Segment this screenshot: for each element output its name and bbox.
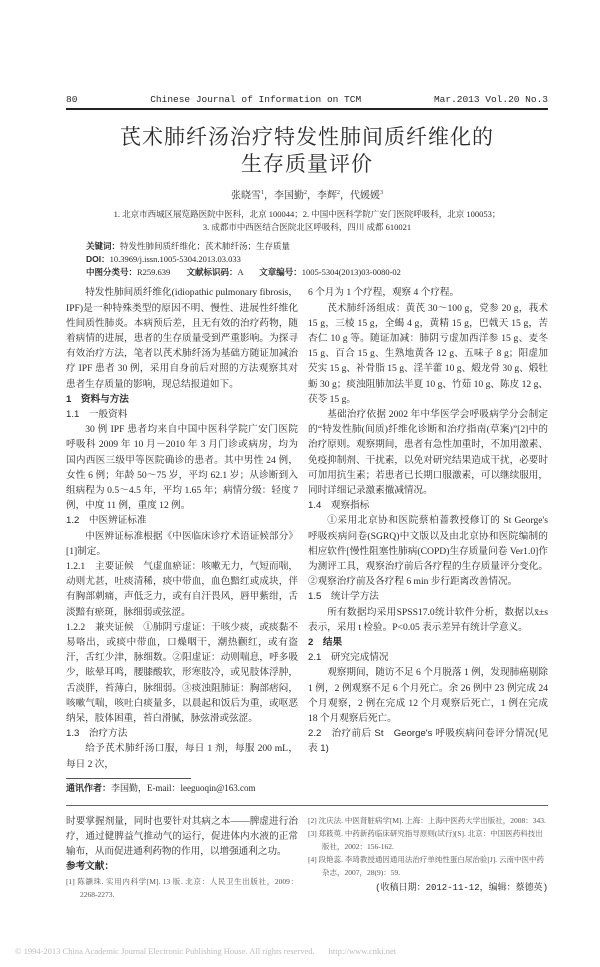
title-line-2: 生存质量评价: [241, 152, 373, 176]
two-column-body: [66, 285, 548, 795]
paragraph: 芪术肺纤汤组成：黄芪 30～100 g，党参 20 g，莪术 15 g，三棱 15 g，全蝎 4 g，黄精 15 g，巴戟天 15 g，苦杏仁 10 g 等。随证加减：肺阴亏虚加西洋参 15 g、麦冬 15 g、百合 15 g、生熟地黄各 12 g、五味子 8 g；阳虚加芡实 15 g、补骨脂 15 g、淫羊藿 10 g、煅龙骨 30 g、煅牡蛎 30 g；痰浊阻肺加法半夏 10 g、竹茹 10 g、陈皮 12 g、茯苓 15 g。: [308, 302, 548, 405]
page-number: 80: [66, 94, 78, 105]
paragraph: 6 个月为 1 个疗程，观察 4 个疗程。: [308, 287, 460, 299]
footnote-text: 李国勤，E-mail：leeguoqin@163.com: [111, 782, 256, 793]
doc-code-value: A: [237, 267, 244, 278]
author-affiliation-mark: 2: [337, 190, 340, 196]
author: 代媛媛: [350, 190, 380, 202]
reference-item: [3] 郑筱萸. 中药新药临床研究指导原则(试行)[S]. 北京：中国医药科技出版社，2002：156-162.: [308, 828, 543, 851]
paragraph: 30 例 IPF 患者均来自中国中医科学院广安门医院呼吸科 2009 年 10 月－2010 年 3 月门诊或病房，均为国内西医三级甲等医院确诊的患者。其中男性 24 例，女性 6 例；年龄 50～75 岁，平均 62.1 岁；从诊断到入组病程为 0.5～4.5 年，平均 1.65 年；病情分级：轻度 7 例，中度 11 例，重度 12 例。: [66, 424, 298, 512]
keywords-label: 关键词：: [86, 241, 121, 252]
corresponding-author: [66, 782, 298, 795]
section-rule: [66, 805, 548, 806]
section-heading: 1.5 统计学方法: [308, 591, 379, 603]
running-header: [66, 94, 548, 106]
affiliation-line: 3. 成都市中西医结合医院北区呼吸科，四川 成都 610021: [202, 222, 412, 233]
keywords-value: 特发性肺间质纤维化；芪术肺纤汤；生存质量: [120, 241, 291, 252]
continued-text: [66, 814, 298, 901]
affiliations: [66, 208, 548, 234]
paragraph: 1.2.1 主要证候 气虚血瘀证：咳嗽无力，气短而喘，动则尤甚，吐痰清稀，痰中带血，血色黯红或成块，伴有胸部刺痛，声低乏力，或有自汗畏风，唇甲紫绀，舌淡黯有瘀斑，脉细弱或弦涩。: [66, 560, 298, 618]
section-heading: 1.4 观察指标: [308, 500, 370, 512]
section-heading: 2 结果: [308, 637, 343, 648]
reference-item: [4] 段艳蕊. 李琦教授通因通用法治疗单纯性蛋白尿治验[J]. 云南中医中药杂志，2007，28(9)：59.: [308, 854, 545, 877]
section-heading: 1 资料与方法: [66, 393, 129, 405]
header-rule: [66, 108, 548, 110]
reference-item: [2] 沈庆法. 中医肾脏病学[M]. 上海：上海中医药大学出版社，2008：343.: [308, 815, 546, 825]
doi: [86, 253, 548, 266]
bottom-section: [66, 814, 548, 901]
paragraph: 特发性肺间质纤维化(idiopathic pulmonary fibrosis，IPF)是一种特殊类型的原因不明、慢性、进展性纤维化性间质性肺炎。本病预后差，且无有效的治疗药物，随着病情的进展，患者的生存质量受到严重影响。为探寻有效治疗方法，笔者以芪术肺纤汤为基础方随证加减治疗 IPF 患者 30 例，采用自身前后对照的方法观察其对患者生存质量的影响，现总结报道如下。: [66, 287, 298, 390]
keywords: [86, 240, 548, 253]
received-date: (收稿日期：2012-11-12，编辑：蔡德英): [375, 882, 548, 893]
section-heading: 2.2 治疗前后 St George's 呼吸疾病问卷评分情况(见表 1): [308, 728, 548, 755]
issue-info: Mar.2013 Vol.20 No.3: [433, 94, 548, 105]
paragraph: 1.2.2 兼夹证候 ①肺阴亏虚证：干咳少痰，或痰黏不易咯出，或痰中带血，口燥咽干，潮热颧红，或有盗汗，舌红少津，脉细数。②阳虚证：动则喘息，呼多吸少，眩晕耳鸣，腰膝酸软，形寒肢冷，或见肢体浮肿，舌淡胖，苔薄白，脉细弱。③痰浊阻肺证：胸部痞闷，咳嗽气喘，咳吐白痰量多，以晨起和饭后为重，或呕恶纳呆，肢体困重，苔白滑腻，脉弦滑或弦涩。: [66, 621, 298, 725]
author-affiliation-mark: 1: [261, 190, 264, 196]
classification: [86, 266, 548, 279]
paragraph: ①采用北京协和医院蔡柏蔷教授修订的 St George's 呼吸疾病问卷(SGRQ)中文版以及由北京协和医院编制的相应软件[慢性阻塞性肺病(COPD)生存质量问卷 Ver1.0]作为测评工具，观察治疗前后各疗程的生存质量评分变化。②观察治疗前及各疗程 6 min 步行距离改善情况。: [308, 515, 548, 588]
references-heading: 参考文献：: [66, 861, 114, 873]
left-column-wrapper: [66, 285, 298, 795]
section-heading: 2.1 研究完成情况: [308, 652, 389, 664]
doc-code-label: 文献标识码：: [186, 267, 238, 278]
author-list: 张晓雪$^1$，李国勤$^2$，李辉$^2$，代媛媛$^3$: [231, 190, 383, 202]
right-column: [308, 285, 548, 795]
paragraph: 基础治疗依据 2002 年中华医学会呼吸病学分会制定的“特发性肺(间质)纤维化诊断和治疗指南(草案)”[2]中的治疗原则。观察期间，患者有急性加重时，不加用激素、免疫抑制剂、干扰素，以免对研究结果造成干扰，必要时可加用抗生素；若患者已长期口服激素，可以继续服用，同时详细记录激素撤减情况。: [308, 408, 548, 496]
author: 李国勤: [274, 190, 304, 202]
clc-label: 中图分类号：: [86, 267, 138, 278]
clc-value: R259.639: [137, 267, 171, 278]
left-column: [66, 285, 298, 772]
journal-name: Chinese Journal of Information on TCM: [150, 94, 362, 105]
author: 张晓雪: [231, 190, 261, 202]
article-no-label: 文章编号：: [259, 267, 302, 278]
author-affiliation-mark: 2: [304, 190, 307, 196]
references-continued: [308, 814, 548, 901]
footnote-label: 通讯作者：: [66, 782, 112, 793]
article-title: [66, 124, 548, 178]
copyright-footer: [15, 945, 600, 957]
doi-label: DOI：: [86, 254, 110, 265]
paragraph: 观察期间，随访不足 6 个月脱落 1 例，发现肺癌剔除 1 例，2 例观察不足 6 个月死亡。余 26 例中 23 例完成 24 个月观察，2 例在完成 12 个月观察后死亡，1 例在完成 18 个月观察后死亡。: [308, 667, 548, 725]
section-heading: 1.2 中医辨证标准: [66, 515, 147, 527]
footnote-rule: [66, 778, 191, 779]
title-line-1: 芪术肺纤汤治疗特发性肺间质纤维化的: [120, 125, 494, 149]
cnki-url[interactable]: http://www.cnki.net: [328, 945, 397, 956]
author-affiliation-mark: 3: [380, 190, 383, 196]
paragraph: 所有数据均采用SPSS17.0统计软件分析，数据以x̄±s表示，采用 t 检验。P<0.05 表示差异有统计学意义。: [308, 606, 548, 633]
paragraph: 时要掌握剂量，同时也要针对其病之本——脾虚进行治疗，通过健脾益气推动气的运行，促进体内水液的正常输布，从而促进通利药物的作用，以增强通利之功。: [66, 815, 298, 858]
doi-value: 10.3969/j.issn.1005-5304.2013.03.033: [109, 254, 241, 265]
paragraph: 给予芪术肺纤汤口服，每日 1 剂，每服 200 mL，每日 2 次，: [66, 743, 298, 770]
author: 李辉: [317, 190, 337, 202]
copyright-text: © 1994-2013 China Academic Journal Electronic Publishing House. All rights reserved.: [15, 945, 315, 956]
section-heading: 1.1 一般资料: [66, 408, 128, 420]
affiliation-line: 1. 北京市西城区展览路医院中医科，北京 100044；2. 中国中医科学院广安门医院呼吸科，北京 100053；: [113, 209, 501, 220]
section-heading: 1.3 治疗方法: [66, 728, 128, 740]
article-no-value: 1005-5304(2013)03-0080-02: [301, 267, 401, 278]
reference-item: [1] 陈灏珠. 实用内科学[M]. 13 版. 北京：人民卫生出版社，2009：2268-2273.: [66, 876, 298, 899]
paragraph: 中医辨证标准根据《中医临床诊疗术语证候部分》[1]制定。: [66, 530, 298, 557]
